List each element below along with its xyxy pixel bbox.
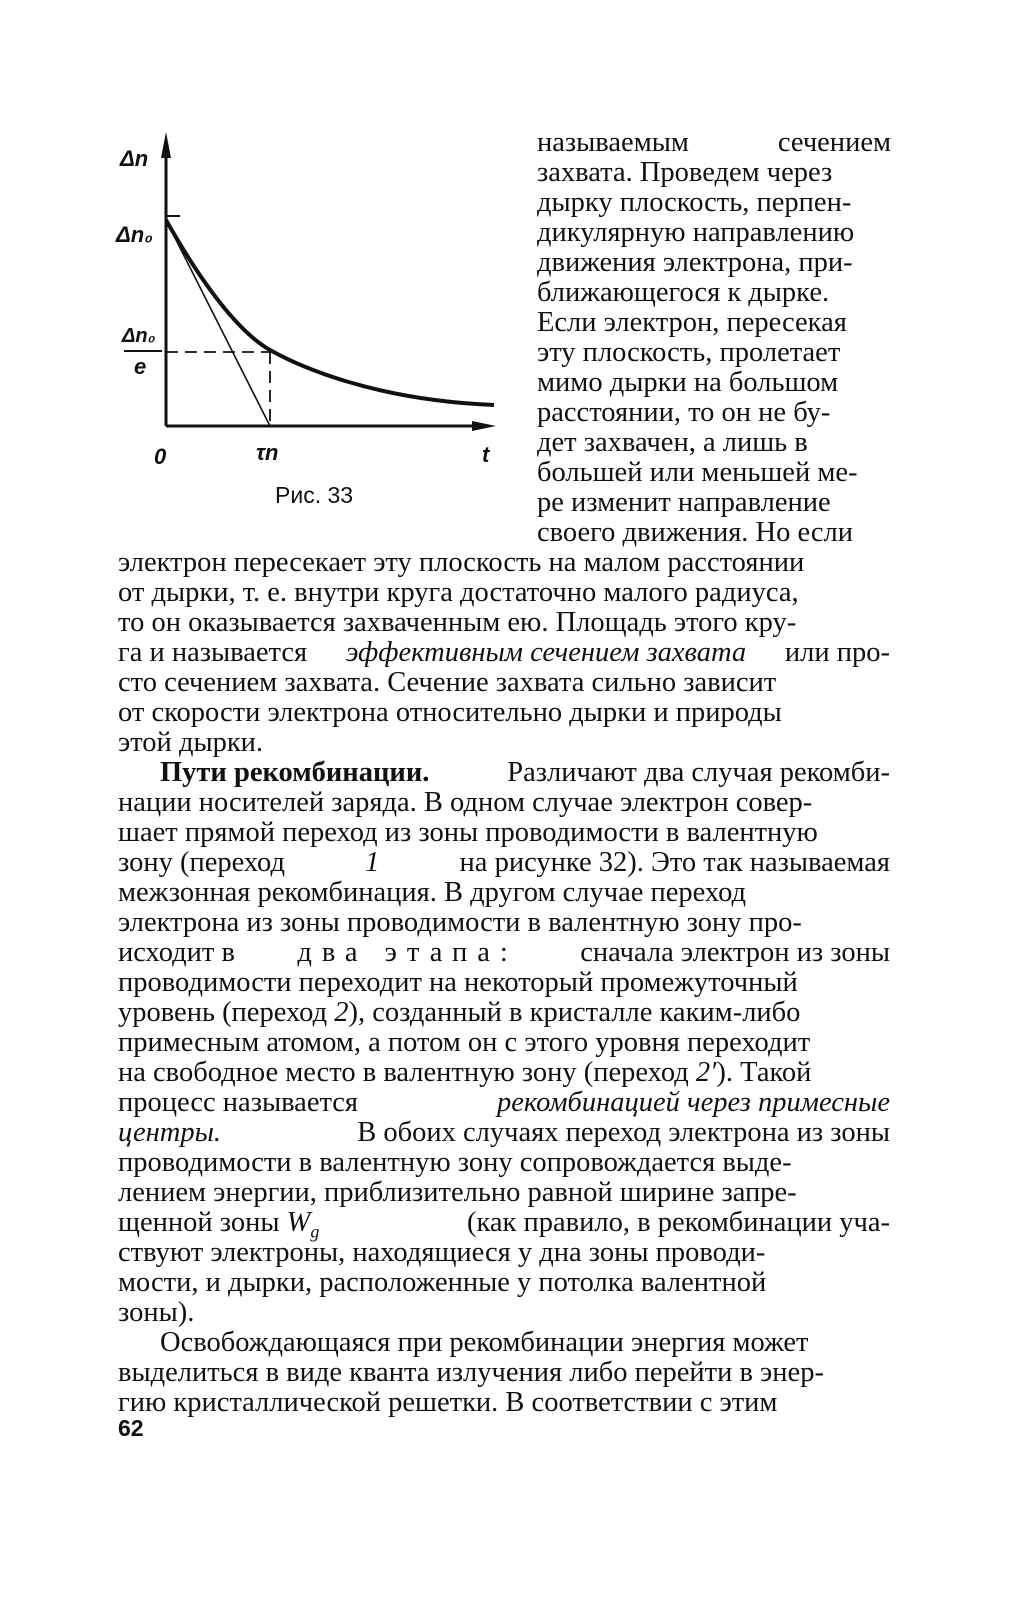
right-col-line: расстоянии, то он не бу- <box>537 397 831 428</box>
paragraph-line: уровень (переход 2), созданный в кристалле каким-либо <box>118 997 801 1028</box>
paragraph-line: то он оказывается захваченным ею. Площадь этого кру- <box>118 607 797 638</box>
fraction-numerator: Δn₀ <box>122 325 156 347</box>
paragraph-line: нации носителей заряда. В одном случае электрон совер- <box>118 787 813 818</box>
right-col-line: движения электрона, при- <box>537 247 853 278</box>
t-axis-label: t <box>482 442 490 467</box>
paragraph-line: гию кристаллической решетки. В соответствии с этим <box>118 1387 778 1418</box>
page-number: 62 <box>118 1415 144 1441</box>
tangent-line <box>166 220 270 426</box>
paragraph-line: электрона из зоны проводимости в валентную зону про- <box>118 907 802 938</box>
decay-curve-diagram <box>110 128 515 520</box>
paragraph-line: шает прямой переход из зоны проводимости в валентную <box>118 817 818 848</box>
right-col-line: своего движения. Но если <box>537 517 853 548</box>
y-axis-label: Δn <box>120 146 149 171</box>
decay-curve <box>166 220 494 405</box>
right-col-line: эту плоскость, пролетает <box>537 337 841 368</box>
paragraph-line: зону (переход 1 на рисунке 32). Это так называемая <box>118 847 890 878</box>
paragraph-line: щенной зоны $W_g$ (как правило, в рекомбинации уча- <box>118 1207 890 1242</box>
fraction-denominator: e <box>134 354 147 379</box>
paragraph-line: от дырки, т. е. внутри круга достаточно малого радиуса, <box>118 577 799 608</box>
paragraph-line: га и называется эффективным сечением захвата или про- <box>118 637 890 668</box>
paragraph-line: этой дырки. <box>118 727 264 758</box>
band-gap-symbol: W <box>286 1207 311 1238</box>
right-col-line: Если электрон, пересекая <box>537 307 847 338</box>
paragraph-line: примесным атомом, а потом он с этого уровня переходит <box>118 1027 811 1058</box>
paragraph-line: зоны). <box>118 1297 195 1328</box>
paragraph-line: исходит в два этапа: сначала электрон из зоны <box>118 937 890 968</box>
paragraph-line: межзонная рекомбинация. В другом случае переход <box>118 877 747 908</box>
figure-caption: Рис. 33 <box>275 482 354 508</box>
origin-label: 0 <box>154 444 167 469</box>
paragraph-line: выделиться в виде кванта излучения либо перейти в энер- <box>118 1357 824 1388</box>
tau-label: τn <box>256 440 279 465</box>
right-col-line: ближающегося к дырке. <box>537 277 830 308</box>
term-effective-capture-section: эффективным сечением захвата <box>345 637 747 668</box>
right-col-line: большей или меньшей ме- <box>537 457 858 488</box>
paragraph-line: электрон пересекает эту плоскость на малом расстоянии <box>118 547 805 578</box>
paragraph-line: проводимости переходит на некоторый промежуточный <box>118 967 798 998</box>
y-axis-arrow-icon <box>161 132 171 158</box>
right-col-line: мимо дырки на большом <box>537 367 839 398</box>
right-col-line: называемым сечением <box>537 127 891 158</box>
paragraph-line: сто сечением захвата. Сечение захвата сильно зависит <box>118 667 777 698</box>
paragraph-line: на свободное место в валентную зону (переход 2′). Такой <box>118 1057 812 1088</box>
right-col-line: дырку плоскость, перпен- <box>537 187 852 218</box>
paragraph-line: проводимости в валентную зону сопровождается выде- <box>118 1147 792 1178</box>
paragraph-line: мости, и дырки, расположенные у потолка валентной <box>118 1267 767 1298</box>
section-heading: Пути рекомбинации. <box>160 757 430 788</box>
y-start-label: Δn₀ <box>116 222 153 247</box>
paragraph-line: Пути рекомбинации. Различают два случая рекомби- <box>160 757 890 788</box>
paragraph-line: процесс называется рекомбинацией через примесные <box>118 1087 890 1118</box>
paragraph-line: лением энергии, приблизительно равной ширине запре- <box>118 1177 797 1208</box>
paragraph-line: Освобождающаяся при рекомбинации энергия может <box>160 1327 809 1358</box>
figure-33 <box>110 128 515 520</box>
right-col-line: захвата. Проведем через <box>537 157 833 188</box>
paragraph-line: от скорости электрона относительно дырки и природы <box>118 697 782 728</box>
paragraph-line: центры. В обоих случаях переход электрона из зоны <box>118 1117 890 1148</box>
x-axis-arrow-icon <box>472 421 496 431</box>
right-col-line: ре изменит направление <box>537 487 831 518</box>
paragraph-line: ствуют электроны, находящиеся у дна зоны проводи- <box>118 1237 766 1268</box>
right-col-line: дикулярную направлению <box>537 217 855 248</box>
spaced-emphasis: два этапа: <box>297 937 518 968</box>
right-col-line: дет захвачен, а лишь в <box>537 427 808 458</box>
term-impurity-recombination: рекомбинацией через примесные <box>497 1087 890 1118</box>
